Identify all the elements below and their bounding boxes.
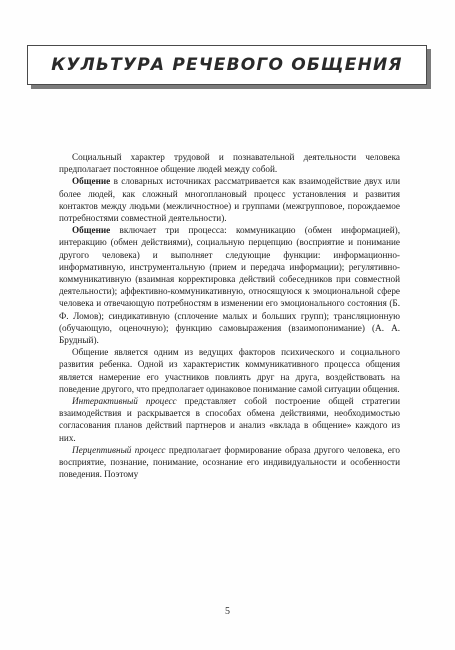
paragraph-4 bbox=[59, 346, 400, 395]
paragraph-2 bbox=[59, 175, 400, 224]
body-text bbox=[59, 151, 400, 480]
paragraph-6 bbox=[59, 444, 400, 481]
paragraph-1-text: Социальный характер трудовой и познавательной деятельности человека предполагает постоянное общение людей между собой. bbox=[59, 152, 400, 175]
paragraph-3 bbox=[59, 224, 400, 346]
paragraph-3-text: включает три процесса: коммуникацию (обмен информацией), интеракцию (обмен действиями), социальную перцепцию (восприятие и понимание другого человека) и выполняет следующие функции: информационно-информативную, инструментальную (прием и передача информации); регулятивно-коммуникативную (взаимная корректировка действий собеседников при совместной деятельности); аффективно-коммуникативную, относящуюся к эмоциональной сфере человека и отвечающую потребностям в изменении его эмоционального состояния (Б. Ф. Ломов); синдикативную (сплочение малых и больших групп); трансляционную (обучающую, оценочную); функцию самовыражения (взаимопонимание) (А. А. Брудный). bbox=[59, 225, 400, 346]
term-obshchenie-1: Общение bbox=[72, 176, 111, 187]
chapter-title-box bbox=[27, 45, 427, 85]
paragraph-5 bbox=[59, 395, 400, 444]
paragraph-1 bbox=[59, 151, 400, 175]
term-interactive-process: Интерактивный процесс bbox=[72, 396, 177, 407]
paragraph-6-text: предполагает формирование образа другого человека, его восприятие, познание, понимание, осознание его индивидуальности и особенности поведения. Поэтому bbox=[59, 444, 401, 480]
chapter-title: КУЛЬТУРА РЕЧЕВОГО ОБЩЕНИЯ bbox=[51, 55, 403, 75]
term-perceptive-process: Перцептивный процесс bbox=[72, 444, 166, 455]
term-obshchenie-2: Общение bbox=[72, 225, 111, 236]
paragraph-2-text: в словарных источниках рассматривается как взаимодействие двух или более людей, как сложный многоплановый процесс установления и развития контактов между людьми (межличностное) и группами (межгрупповое, порождаемое потребностями совместной деятельности). bbox=[59, 176, 400, 224]
paragraph-5-text: представляет собой построение общей стратегии взаимодействия и раскрывается в способах обмена действиями, необходимостью согласования планов действий партнеров и анализ «вклада в общение» каждого из них. bbox=[59, 396, 401, 443]
page-number: 5 bbox=[225, 606, 230, 617]
paragraph-4-text: Общение является одним из ведущих факторов психического и социального развития ребенка. Одной из характеристик коммуникативного процесса общения является намерение его участников повлиять друг на друга, воздействовать на поведение другого, что предполагает одинаковое понимание самой ситуации общения. bbox=[59, 347, 400, 394]
